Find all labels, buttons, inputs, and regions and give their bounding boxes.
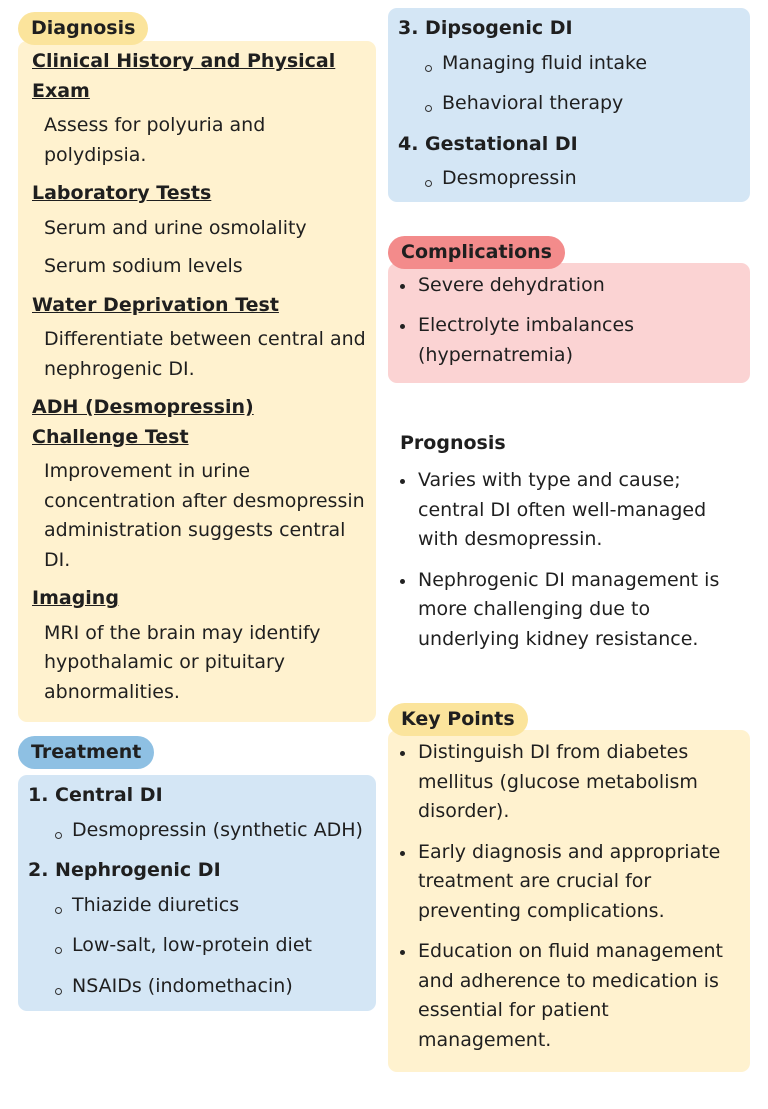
treatment-type-central: 1. Central DI (28, 784, 163, 806)
diagnosis-lab-item-2: Serum sodium levels (44, 255, 243, 277)
right-column (388, 8, 750, 1072)
key-points-panel (388, 730, 750, 1072)
key-points-item-1: Distinguish DI from diabetes mellitus (glucose metabolism disorder). (388, 738, 740, 827)
treatment-nephrogenic-item-3: NSAIDs (indomethacin) (28, 972, 364, 1002)
diagnosis-lab-item-1: Serum and urine osmolality (44, 216, 307, 239)
key-points-item-2: Early diagnosis and appropriate treatment are crucial for preventing complications. (388, 838, 740, 927)
diagnosis-tag: Diagnosis (18, 12, 148, 45)
complications-tag: Complications (388, 236, 565, 269)
prognosis-item-1: Varies with type and cause; central DI often well-managed with desmopressin. (388, 466, 740, 555)
treatment-type-dipsogenic: 3. Dipsogenic DI (398, 17, 573, 39)
complications-item-1: Severe dehydration (388, 271, 740, 301)
prognosis-panel (388, 460, 750, 667)
complications-panel (388, 263, 750, 384)
treatment-type-gestational: 4. Gestational DI (398, 132, 578, 155)
diagnosis-heading-water: Water Deprivation Test (32, 293, 279, 316)
left-column (18, 12, 376, 1011)
treatment-type-nephrogenic: 2. Nephrogenic DI (28, 859, 221, 881)
prognosis-item-2: Nephrogenic DI management is more challenging due to underlying kidney resistance. (388, 566, 740, 655)
diagnosis-heading-imaging: Imaging (32, 587, 119, 609)
diagnosis-text-history: Assess for polyuria and polydipsia. (44, 114, 266, 166)
complications-item-2: Electrolyte imbalances (hypernatremia) (388, 311, 740, 370)
key-points-item-3: Education on fluid management and adherence to medication is essential for patient management. (388, 937, 740, 1055)
treatment-tag: Treatment (18, 736, 154, 769)
diagnosis-heading-adh: ADH (Desmopressin) Challenge Test (32, 396, 254, 448)
prognosis-heading: Prognosis (400, 432, 506, 454)
treatment-continued-panel (388, 8, 750, 202)
treatment-central-item-1: Desmopressin (synthetic ADH) (28, 816, 364, 846)
treatment-gestational-item-1: Desmopressin (398, 164, 738, 194)
treatment-panel (18, 775, 376, 1011)
diagnosis-text-imaging: MRI of the brain may identify hypothalamic or pituitary abnormalities. (44, 621, 321, 703)
diagnosis-panel (18, 41, 376, 722)
treatment-dipsogenic-item-2: Behavioral therapy (398, 89, 738, 119)
treatment-nephrogenic-item-1: Thiazide diuretics (28, 891, 364, 921)
key-points-tag: Key Points (388, 703, 528, 736)
diagnosis-text-adh: Improvement in urine concentration after desmopressin administration suggests central DI. (44, 460, 365, 571)
diagnosis-text-water: Differentiate between central and nephrogenic DI. (44, 328, 366, 380)
diagnosis-heading-lab: Laboratory Tests (32, 182, 212, 204)
treatment-dipsogenic-item-1: Managing fluid intake (398, 49, 738, 79)
treatment-nephrogenic-item-2: Low-salt, low-protein diet (28, 931, 364, 961)
diagnosis-heading-history: Clinical History and Physical Exam (32, 50, 336, 102)
